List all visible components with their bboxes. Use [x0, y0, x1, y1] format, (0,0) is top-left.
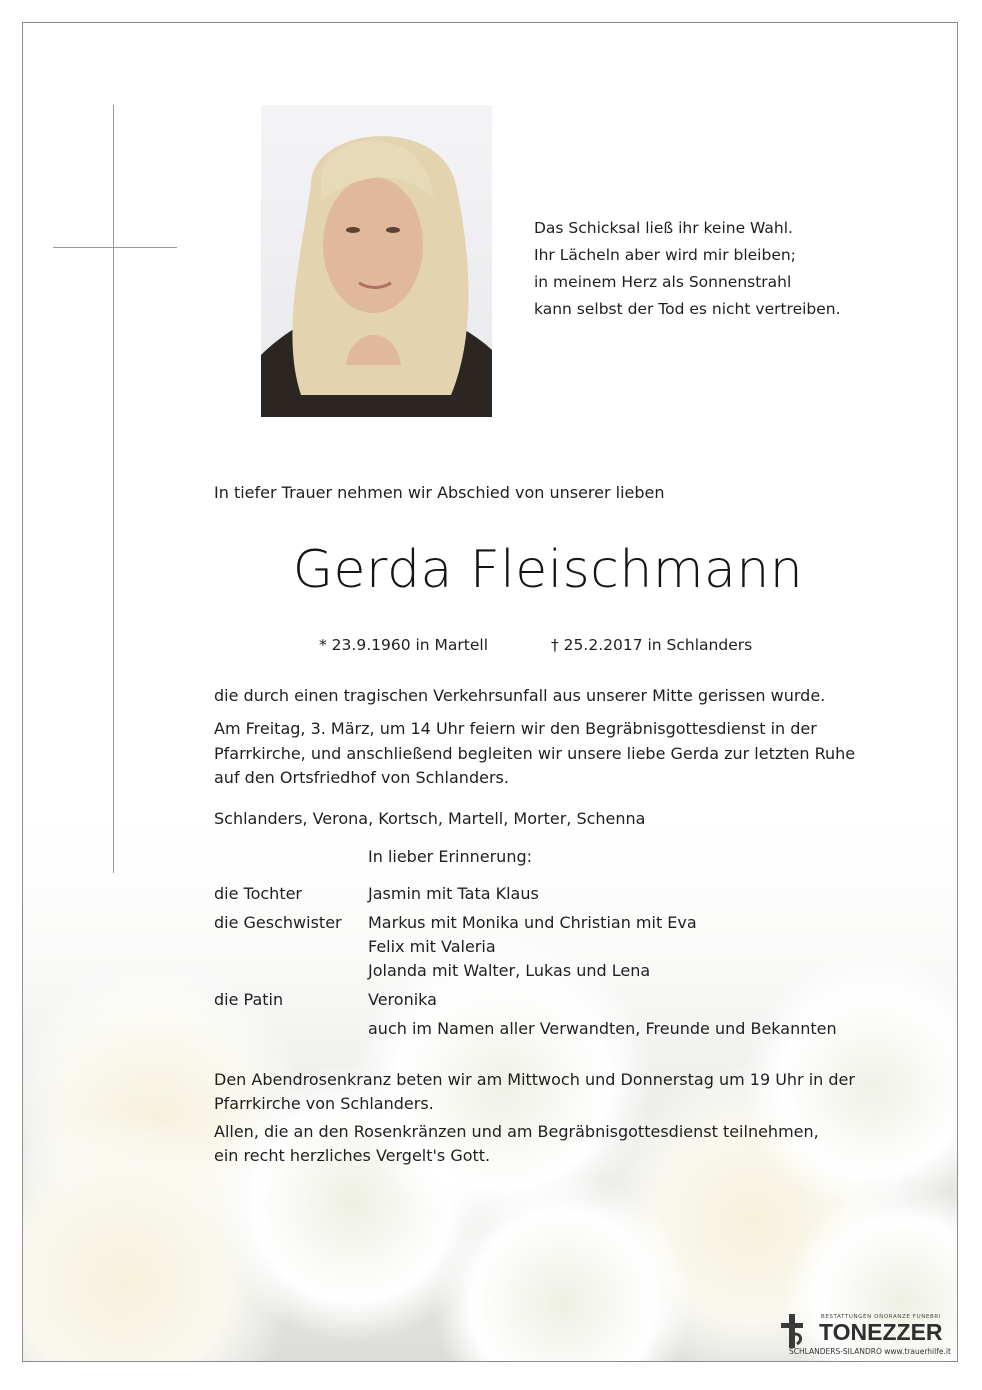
poem-line: Das Schicksal ließ ihr keine Wahl.: [534, 219, 793, 237]
deceased-name: Gerda Fleischmann: [292, 540, 804, 600]
birth-date: * 23.9.1960 in Martell: [319, 636, 489, 654]
paragraph-line: ein recht herzliches Vergelt's Gott.: [214, 1146, 491, 1165]
death-date: † 25.2.2017 in Schlanders: [551, 636, 753, 654]
portrait-photo: [261, 105, 492, 417]
relative-siblings-line: Markus mit Monika und Christian mit Eva: [368, 913, 697, 932]
cause-paragraph: die durch einen tragischen Verkehrsunfall aus unserer Mitte gerissen wurde.: [214, 686, 826, 705]
logo-cross-icon: [779, 1314, 805, 1348]
poem-line: Ihr Lächeln aber wird mir bleiben;: [534, 246, 796, 264]
logo-tagline: BESTATTUNGEN ONORANZE FUNEBRI: [821, 1314, 942, 1320]
obituary-card: [22, 22, 958, 1362]
logo-footer: SCHLANDERS-SILANDRO www.trauerhilfe.it: [789, 1347, 951, 1356]
rosary-paragraph: [214, 1068, 855, 1116]
relative-label-daughter: die Tochter: [214, 884, 303, 903]
relative-godmother: Veronika: [368, 990, 437, 1009]
poem-line: kann selbst der Tod es nicht vertreiben.: [534, 300, 841, 318]
paragraph-line: Pfarrkirche, und anschließend begleiten wir unsere liebe Gerda zur letzten Ruhe: [214, 743, 856, 763]
cross-vertical-bar: [113, 105, 114, 873]
relative-daughter: Jasmin mit Tata Klaus: [368, 884, 539, 903]
relative-label-siblings: die Geschwister: [214, 913, 342, 932]
poem: [534, 215, 841, 323]
paragraph-line: Den Abendrosenkranz beten wir am Mittwoch und Donnerstag um 19 Uhr in der: [214, 1070, 855, 1089]
funeral-home-logo: [779, 1314, 951, 1358]
thanks-paragraph: [214, 1120, 819, 1168]
intro-text: In tiefer Trauer nehmen wir Abschied von unserer lieben: [214, 483, 665, 502]
paragraph-line: Am Freitag, 3. März, um 14 Uhr feiern wir den Begräbnisgottesdienst in der: [214, 719, 817, 738]
cross-horizontal-bar: [53, 247, 177, 248]
places-list: Schlanders, Verona, Kortsch, Martell, Morter, Schenna: [214, 809, 646, 828]
funeral-paragraph: [214, 717, 855, 791]
paragraph-line: Pfarrkirche von Schlanders.: [214, 1094, 434, 1113]
relative-label-godmother: die Patin: [214, 990, 284, 1009]
paragraph-line: Allen, die an den Rosenkränzen und am Begräbnisgottesdienst teilnehmen,: [214, 1122, 819, 1141]
logo-name: TONEZZER: [819, 1319, 943, 1345]
poem-line: in meinem Herz als Sonnenstrahl: [534, 273, 792, 291]
memory-heading: In lieber Erinnerung:: [368, 847, 533, 866]
relatives-others: auch im Namen aller Verwandten, Freunde und Bekannten: [368, 1019, 837, 1038]
relative-siblings-line: Jolanda mit Walter, Lukas und Lena: [368, 961, 651, 980]
paragraph-line: auf den Ortsfriedhof von Schlanders.: [214, 768, 509, 787]
relative-siblings-line: Felix mit Valeria: [368, 937, 496, 956]
